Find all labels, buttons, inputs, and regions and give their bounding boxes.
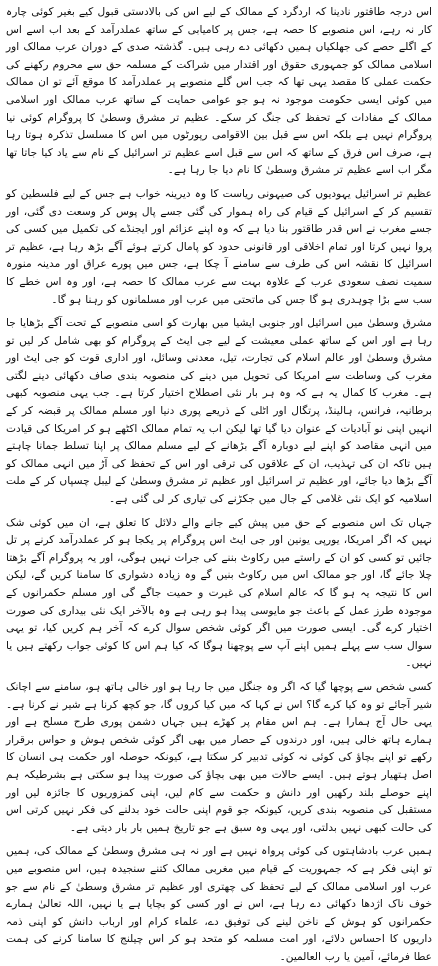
article-paragraph-5: کسی شخص سے پوچھا گیا کہ اگر وہ جنگل میں جا رہا ہو اور خالی ہاتھ ہو، سامنے سے اچانک شیر آجائے تو وہ کیا کرے گا؟ اس نے کہا کہ میں کیا کروں گا، جو کچھ کرنا ہے شیر نے کرنا ہے۔ یہی حال آج ہمارا ہے۔ ہم اس مقام پر کھڑے ہیں جہاں دشمن پوری طرح مسلح ہے اور ہمارے ہاتھ خالی ہیں، اور درندوں کے حصار میں بھی اگر کوئی شخص ہوش و حواس برقرار رکھے تو اپنے بچاؤ کی کوئی نہ کوئی تدبیر کر سکتا ہے، کیونکہ حوصلہ اور حکمت ہی انسان کا اصل ہتھیار ہوتے ہیں۔ ایسے حالات میں بھی بچاؤ کی صورت پیدا ہو سکتی ہے بشرطیکہ ہم اپنے حوصلے بلند رکھیں اور دانش و حکمت سے کام لیں، اپنی کمزوریوں کا جائزہ لیں اور مستقبل کی منصوبہ بندی کریں، کیونکہ جو قوم اپنی حالت خود بدلنے کی فکر نہیں کرتی اس کی حالت کبھی نہیں بدلتی، اور یہی وہ سبق ہے جو تاریخ ہمیں بار بار دیتی ہے۔ <box>6 680 432 834</box>
article-paragraph-4: جہاں تک اس منصوبے کے حق میں پیش کیے جانے والے دلائل کا تعلق ہے، ان میں کوئی شک نہیں کہ اگر امریکا، یورپی یونین اور جی ایٹ اس پروگرام پر یکجا ہو کر عملدرآمد کرنے پر تل جائیں تو کسی کو ان کے راستے میں رکاوٹ بننے کی جرات نہیں ہوگی، اور یہ پروگرام آگے بڑھتا چلا جائے گا، اور جو ممالک اس میں رکاوٹ بنیں گے وہ زیادہ دشواری کا سامنا کریں گے، لیکن اس کا نتیجہ یہ ہو گا کہ عالم اسلام کی غیرت و حمیت جاگے گی اور مسلم حکمرانوں کے موجودہ طرز عمل کے باعث جو مایوسی پیدا ہو رہی ہے وہ بالآخر ایک نئی بیداری کی صورت اختیار کرے گی۔ ایسی صورت میں اگر کوئی شخص سوال کرے کہ آخر ہم کریں کیا، تو یہی سوال سب سے پہلے ہمیں اپنے آپ سے پوچھنا ہوگا کہ کیا ہم اس کا کوئی جواب رکھتے ہیں یا نہیں۔ <box>6 516 432 670</box>
article-paragraph-6: ہمیں عرب بادشاہتوں کی کوئی پرواہ نہیں ہے اور نہ ہی مشرق وسطیٰ کے ممالک کی، ہمیں تو اپنی فکر ہے کہ جمہوریت کے قیام میں مغربی ممالک کتنے سنجیدہ ہیں، اس منصوبے میں عرب اور اسلامی ممالک کے لیے تحفظ کی چھتری اور عظیم تر مشرق وسطیٰ کے نام سے جو خوف ناک اژدھا دکھائی دے رہا ہے، اس نے اور کسی کو بچایا ہے یا نہیں، اللہ تعالیٰ ہمارے حکمرانوں کو ہوش کے ناخن لینے کی توفیق دے، علماء کرام اور ارباب دانش کو اپنی ذمہ داریوں کا احساس دلائے، اور امت مسلمہ کو متحد ہو کر اس چیلنج کا سامنا کرنے کی ہمت عطا فرمائے، آمین یا رب العالمین۔ <box>6 845 432 963</box>
article-paragraph-3: مشرق وسطیٰ میں اسرائیل اور جنوبی ایشیا میں بھارت کو اسی منصوبے کے تحت آگے بڑھایا جا رہا ہے اور اس کے ساتھ عملی معیشت کے لیے جی ایٹ کے پروگرام کو بھی شامل کر لیں تو مشرق وسطیٰ اور عالم اسلام کی تجارت، تیل، معدنی وسائل، اور اداری قوت کو جی ایٹ اور مغرب کی وساطت سے امریکا کی تحویل میں دینے کی منصوبہ بندی صاف دکھائی دینے لگتی ہے۔ مغرب کا کمال یہ ہے کہ وہ ہر بار نئی اصطلاح اختیار کرتا ہے۔ جب یہی منصوبہ کبھی برطانیہ، فرانس، ہالینڈ، پرتگال اور اٹلی کے ذریعے پوری دنیا اور مسلم ممالک پر قبضہ کر کے انہیں اپنی نو آبادیات کے عنوان دیا گیا تھا لیکن اب یہ تمام ممالک اکٹھے ہو کر امریکا کی قیادت میں انہی مقاصد کو اپنے لیے دوبارہ آگے بڑھانے کے لیے مسلم ممالک پر اپنا تسلط جمانا چاہتے ہیں تاکہ ان کی تہذیب، ان کے علاقوں کی ترقی اور اس کے تحفظ کی آڑ میں انہی ممالک کو آگے بڑھا دیا جائے، اور عظیم تر اسرائیل اور عظیم تر مشرق وسطیٰ کے لیبل چسپاں کر کے ملت اسلامیہ کو ایک نئی غلامی کے جال میں جکڑنے کی تیاری کر لی گئی ہے۔ <box>6 317 432 506</box>
article-paragraph-1: اس درجہ طاقتور نادینا کہ اردگرد کے ممالک کے لیے اس کی بالادستی قبول کیے بغیر کوئی چارہ کار نہ رہے، اس منصوبے کا حصہ ہے، جس پر کامیابی کے ساتھ عملدرآمد کے بعد اب اسے اس کے اگلے حصے کی جھلکیاں ہمیں دکھائی دے رہی ہیں۔ گذشتہ صدی کے دوران عرب ممالک اور اسلامی ممالک کو جمہوری حقوق اور اقتدار میں شراکت کے مسلمہ حق سے محروم رکھنے کی حکمت عملی کا مقصد یہی تھا کہ جب اس گلے منصوبے پر عملدرآمد کا موقع آئے تو ان ممالک میں کوئی ایسی حکومت موجود نہ ہو جو عوامی حمایت کے ساتھ عرب ممالک اور اسلامی ممالک کے مفادات کے تحفظ کی جنگ کر سکے۔ عظیم تر مشرق وسطیٰ کا پروگرام کوئی نیا پروگرام نہیں ہے بلکہ اس سے قبل بین الاقوامی رپورٹوں میں اس کا مسلسل تذکرہ ہوتا رہا ہے، صرف اس فرق کے ساتھ کہ اس سے قبل اسے عظیم تر اسرائیل کے نام سے یاد کیا جاتا تھا مگر اب اسے عظیم تر مشرق وسطیٰ کا نام دیا جا رہا ہے۔ <box>6 6 432 177</box>
article-paragraph-2: عظیم تر اسرائیل یہودیوں کی صیہونی ریاست کا وہ دیرینہ خواب ہے جس کے لیے فلسطین کو تقسیم کر کے اسرائیل کے قیام کی راہ ہموار کی گئی جسے پال پوس کر وسعت دی گئی، اور جسے مغرب نے اس قدر طاقتور بنا دیا ہے کہ وہ اپنے عزائم اور ایجنڈے کی تکمیل میں کسی کی پروا نہیں کرتا اور تمام اخلاقی اور قانونی حدود کو پامال کرتے ہوئے آگے بڑھ رہا ہے، عظیم تر اسرائیل کا نقشہ اس کی طرف سے سامنے آ چکا ہے، جس میں پورے عراق اور مدینہ منورہ سمیت نصف سعودی عرب کے علاوہ بہت سے عرب ممالک کا حصہ ہے، اور وہ اس خطے کا سب سے بڑا چوہدری ہو گا جس کی ماتحتی میں عرب اور مسلمانوں کو رہنا ہو گا۔ <box>6 187 432 306</box>
